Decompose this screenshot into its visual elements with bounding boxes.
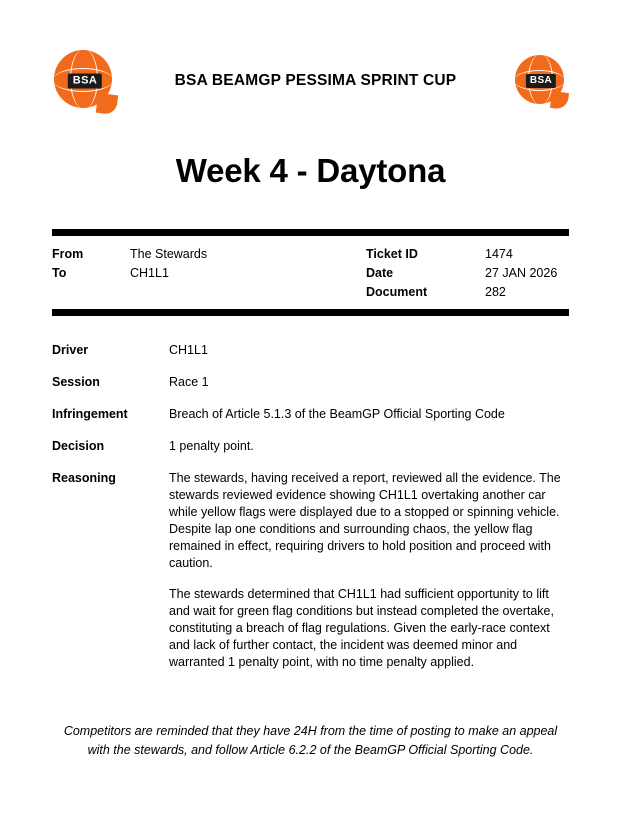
series-title: BSA BEAMGP PESSIMA SPRINT CUP (174, 72, 457, 89)
driver-value: CH1L1 (169, 343, 208, 357)
infringement-label: Infringement (52, 407, 128, 421)
meta-rule-top (52, 229, 569, 236)
decision-label: Decision (52, 439, 105, 453)
meta-values-right (485, 245, 557, 302)
date-label: Date (366, 266, 394, 280)
reasoning-paragraph-1: The stewards, having received a report, reviewed all the evidence. The stewards reviewed evidence showing CH1L1 overtaking another car while yellow flags were displayed due to a stopped or spinning vehicle. Despite lap one conditions and surrounding chaos, the yellow flag remained in effect, requiring drivers to hold position and proceed with caution. (169, 471, 561, 570)
to-value: CH1L1 (130, 266, 169, 280)
reasoning-label: Reasoning (52, 471, 116, 485)
from-value: The Stewards (130, 247, 208, 261)
meta-values-left (130, 245, 207, 302)
bsa-globe-logo-right (513, 53, 569, 109)
field-row-infringement (52, 406, 569, 423)
meta-block (52, 236, 569, 309)
bsa-globe-logo-left (52, 48, 118, 114)
ticket-id-value: 1474 (485, 247, 513, 261)
document-header (52, 0, 569, 114)
field-row-session (52, 374, 569, 391)
meta-labels-left (52, 245, 130, 302)
driver-label: Driver (52, 343, 89, 357)
reasoning-paragraph-2: The stewards determined that CH1L1 had sufficient opportunity to lift and wait for green flag conditions but instead completed the overtake, constituting a breach of flag regulations. Given the early-race context and lack of further contact, the incident was deemed minor and warranted 1 penalty point, with no time penalty applied. (169, 587, 554, 669)
reasoning-value (169, 470, 569, 671)
field-row-driver (52, 342, 569, 359)
meta-labels-right (366, 245, 485, 302)
decision-value: 1 penalty point. (169, 439, 254, 453)
ticket-id-label: Ticket ID (366, 247, 418, 261)
decision-fields (52, 342, 569, 671)
globe-swoosh-icon (550, 91, 569, 110)
to-label: To (52, 266, 67, 280)
appeal-footer-note: Competitors are reminded that they have 24H from the time of posting to make an appeal with the stewards, and follow Article 6.2.2 of the BeamGP Official Sporting Code. (63, 724, 558, 757)
infringement-value: Breach of Article 5.1.3 of the BeamGP Official Sporting Code (169, 407, 505, 421)
session-label: Session (52, 375, 100, 389)
field-row-reasoning (52, 470, 569, 671)
document-value: 282 (485, 285, 506, 299)
meta-column-right (366, 245, 569, 302)
from-label: From (52, 247, 84, 261)
globe-swoosh-icon (96, 93, 119, 116)
date-value: 27 JAN 2026 (485, 266, 558, 280)
bsa-badge-label: BSA (68, 74, 102, 89)
meta-column-left (52, 245, 366, 302)
bsa-badge-label: BSA (526, 74, 556, 88)
meta-rule-bottom (52, 309, 569, 316)
session-value: Race 1 (169, 375, 209, 389)
document-label: Document (366, 285, 428, 299)
field-row-decision (52, 438, 569, 455)
page-title: Week 4 - Daytona (175, 152, 446, 189)
